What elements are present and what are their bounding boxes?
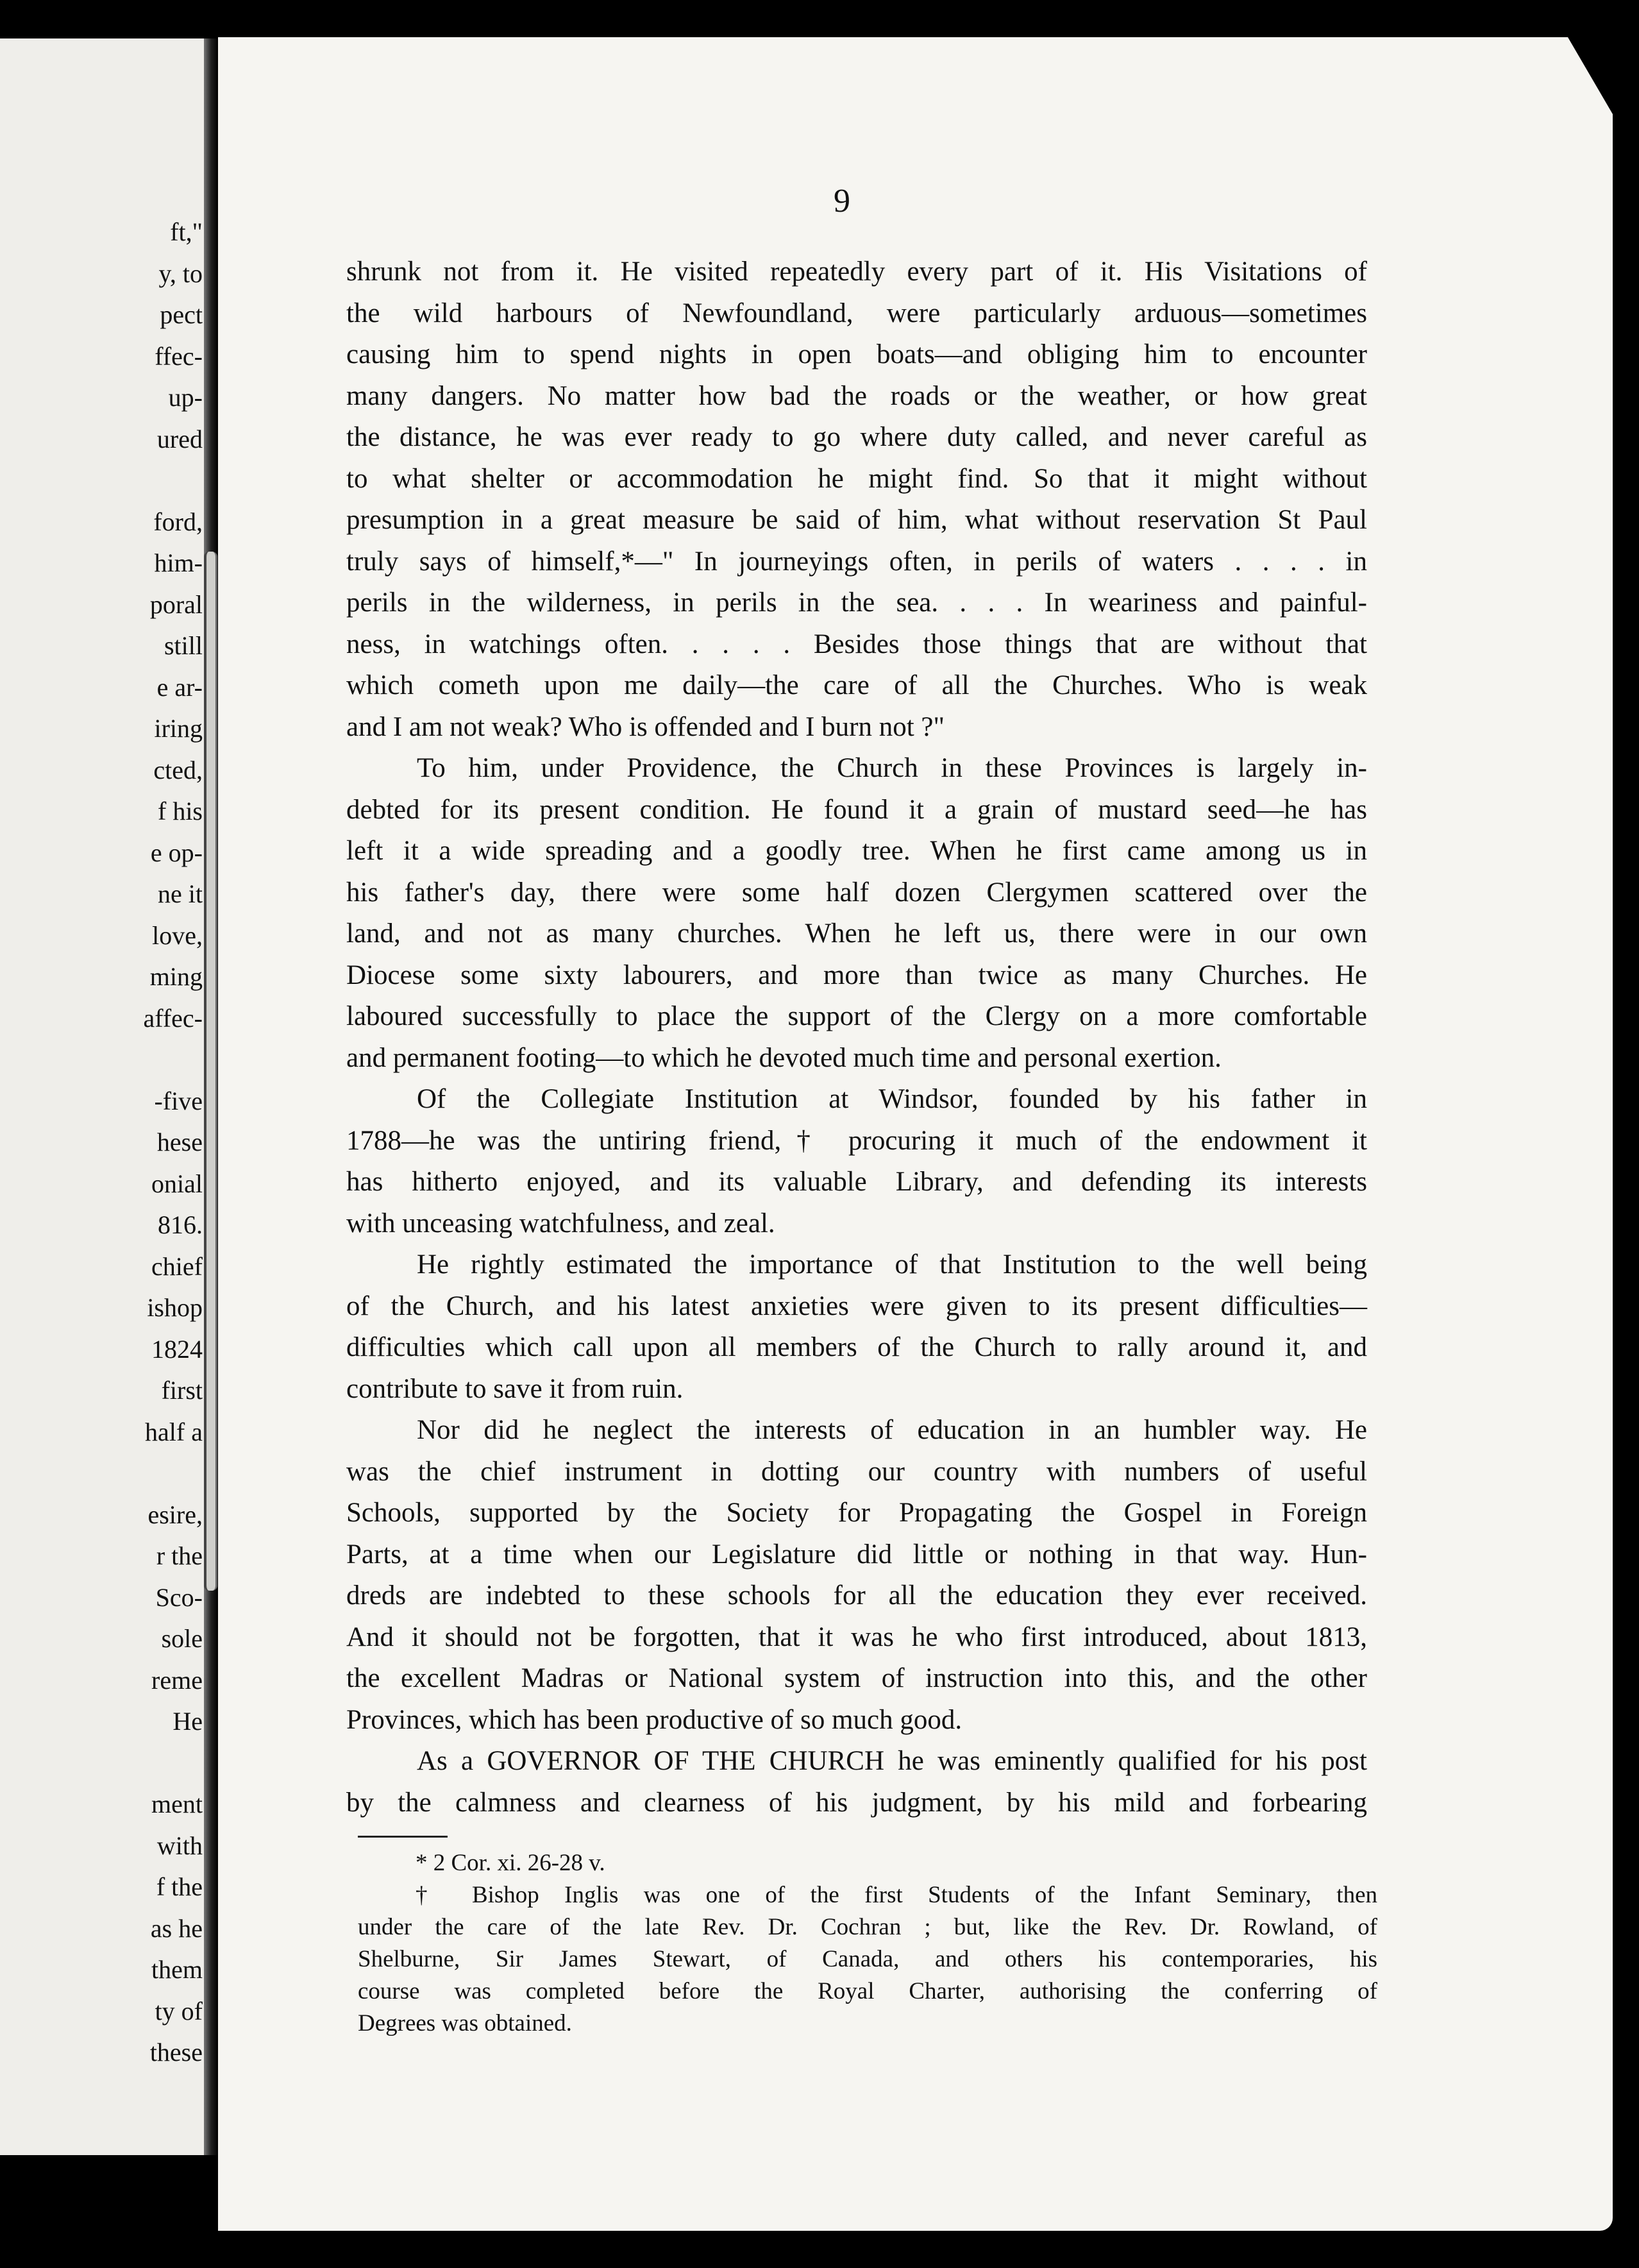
left-page-fragment: first [161, 1376, 203, 1405]
text-line: laboured successfully to place the support of the Clergy on a more comfortable [346, 1001, 1367, 1031]
left-page-fragment: ffec- [155, 341, 203, 371]
left-page-fragment: ured [156, 424, 203, 453]
left-page-fragment: ne it [158, 879, 203, 908]
left-page-fragment: affec- [143, 1003, 203, 1033]
left-page-fragment: reme [151, 1665, 203, 1695]
paragraph [346, 1079, 1367, 1244]
text-line: and permanent footing—to which he devoted much time and personal exertion. [346, 1042, 1222, 1073]
paragraph [346, 748, 1367, 1079]
text-line: As a GOVERNOR OF THE CHURCH he was eminently qualified for his post [417, 1746, 1367, 1776]
text-line: causing him to spend nights in open boats—and obliging him to encounter [346, 339, 1367, 369]
left-page-fragment: e ar- [156, 672, 203, 702]
footnote [358, 1879, 1377, 2040]
text-line: the distance, he was ever ready to go where duty called, and never careful as [346, 422, 1367, 452]
text-line: the excellent Madras or National system of instruction into this, and the other [346, 1663, 1367, 1693]
footnote-line: course was completed before the Royal Charter, authorising the conferring of [358, 1978, 1377, 2004]
text-line: was the chief instrument in dotting our country with numbers of useful [346, 1456, 1367, 1487]
footnote-line: Shelburne, Sir James Stewart, of Canada, and others his contemporaries, his [358, 1946, 1377, 1972]
left-page-fragment: ishop [147, 1293, 203, 1322]
text-line: land, and not as many churches. When he left us, there were in our own [346, 918, 1367, 949]
text-line: Provinces, which has been productive of so much good. [346, 1704, 962, 1735]
text-line: of the Church, and his latest anxieties were given to its present difficulties— [346, 1291, 1367, 1321]
text-line: with unceasing watchfulness, and zeal. [346, 1208, 775, 1239]
body-text [346, 251, 1367, 1824]
left-page-fragment: with [156, 1831, 203, 1860]
text-line: Schools, supported by the Society for Propagating the Gospel in Foreign [346, 1498, 1367, 1528]
text-line: left it a wide spreading and a goodly tree. When he first came among us in [346, 836, 1367, 866]
left-page-fragment: Sco- [155, 1582, 203, 1612]
text-line: has hitherto enjoyed, and its valuable Library, and defending its interests [346, 1167, 1367, 1197]
text-line: dreds are indebted to these schools for all the education they ever received. [346, 1580, 1367, 1611]
left-page-fragment: f his [158, 797, 203, 825]
text-line: truly says of himself,*—" In journeyings often, in perils of waters . . . . in [346, 546, 1367, 577]
left-page-fragment: 1824 [151, 1334, 203, 1364]
text-line: presumption in a great measure be said of him, what without reservation St Paul [346, 505, 1367, 535]
left-page-fragment: as he [150, 1913, 203, 1943]
left-page-fragment: ming [149, 962, 203, 991]
text-line: Nor did he neglect the interests of education in an humbler way. He [417, 1415, 1367, 1445]
left-page-fragment: half a [145, 1417, 203, 1446]
text-line: debted for its present condition. He found it a grain of mustard seed—he has [346, 794, 1367, 825]
binding-thread [204, 552, 217, 1591]
footnote-rule [358, 1836, 448, 1838]
left-page-fragment: them [151, 1955, 203, 1984]
left-page-fragment: onial [151, 1169, 203, 1198]
left-page-fragment: still [164, 631, 203, 660]
footnote-line: † Bishop Inglis was one of the first Students of the Infant Seminary, then [416, 1882, 1377, 1908]
left-page-fragment: hese [156, 1128, 203, 1156]
page-number: 9 [834, 183, 850, 219]
text-line: by the calmness and clearness of his judgment, by his mild and forbearing [346, 1787, 1367, 1818]
text-line: 1788—he was the untiring friend,† procuring it much of the endowment it [346, 1125, 1367, 1156]
left-page-fragment: pect [160, 300, 203, 329]
text-line: and I am not weak? Who is offended and I burn not ?" [346, 711, 945, 742]
footnote [358, 1847, 1377, 1879]
left-page-fragment: ft," [170, 217, 203, 246]
footnote-line: Degrees was obtained. [358, 2010, 572, 2036]
left-page-fragment: ford, [153, 507, 203, 536]
paragraph [346, 1244, 1367, 1410]
text-line: To him, under Providence, the Church in these Provinces is largely in- [417, 753, 1367, 783]
text-line: Of the Collegiate Institution at Windsor, founded by his father in [417, 1084, 1367, 1114]
left-page-fragment: cted, [153, 755, 203, 784]
left-page-fragment: poral [149, 589, 203, 619]
left-page-fragment: ment [151, 1790, 203, 1818]
text-line: Diocese some sixty labourers, and more than twice as many Churches. He [346, 960, 1367, 990]
footnote-line: under the care of the late Rev. Dr. Cochran ; but, like the Rev. Dr. Rowland, of [358, 1914, 1377, 1940]
text-line: He rightly estimated the importance of that Institution to the well being [417, 1249, 1367, 1280]
text-line: ness, in watchings often. . . . . Besides those things that are without that [346, 629, 1367, 659]
left-page-fragment: him- [154, 548, 203, 577]
paragraph [346, 251, 1367, 748]
text-line: the wild harbours of Newfoundland, were particularly arduous—sometimes [346, 298, 1367, 328]
footnotes [358, 1847, 1377, 2040]
left-page-fragment: 816. [158, 1210, 203, 1239]
text-line: shrunk not from it. He visited repeatedly every part of it. His Visitations of [346, 257, 1367, 287]
left-page-fragment: sole [161, 1624, 203, 1653]
left-page-edge [0, 38, 204, 2155]
left-page-fragment: these [149, 2038, 203, 2067]
left-page-fragment: e op- [150, 838, 203, 867]
left-page-fragment: r the [156, 1541, 203, 1570]
left-page-fragment: -five [154, 1086, 203, 1115]
left-page-fragment: love, [152, 920, 203, 950]
text-line: his father's day, there were some half dozen Clergymen scattered over the [346, 877, 1367, 908]
text-line: Parts, at a time when our Legislature did little or nothing in that way. Hun- [346, 1539, 1367, 1570]
text-line: to what shelter or accommodation he might find. So that it might without [346, 463, 1367, 494]
text-line: which cometh upon me daily—the care of all the Churches. Who is weak [346, 670, 1367, 700]
left-page-fragment: esire, [147, 1500, 203, 1529]
text-line: many dangers. No matter how bad the roads or the weather, or how great [346, 380, 1367, 411]
text-line: contribute to save it from ruin. [346, 1373, 684, 1404]
left-page-fragment: ty of [155, 1996, 203, 2026]
left-page-fragment: y, to [158, 258, 203, 288]
left-page-fragment: iring [154, 714, 203, 743]
paragraph [346, 1741, 1367, 1824]
folded-corner [1568, 37, 1613, 114]
text-line: difficulties which call upon all members of the Church to rally around it, and [346, 1332, 1367, 1362]
left-page-fragment: He [172, 1707, 203, 1736]
text-line: And it should not be forgotten, that it was he who first introduced, about 1813, [346, 1621, 1367, 1652]
left-page-fragment: up- [168, 383, 203, 412]
paragraph [346, 1410, 1367, 1741]
text-line: perils in the wilderness, in perils in the sea. . . . In weariness and painful- [346, 588, 1367, 618]
left-page-fragment: f the [156, 1872, 203, 1901]
left-page-fragment: chief [151, 1251, 203, 1281]
footnote-line: * 2 Cor. xi. 26-28 v. [416, 1850, 605, 1876]
